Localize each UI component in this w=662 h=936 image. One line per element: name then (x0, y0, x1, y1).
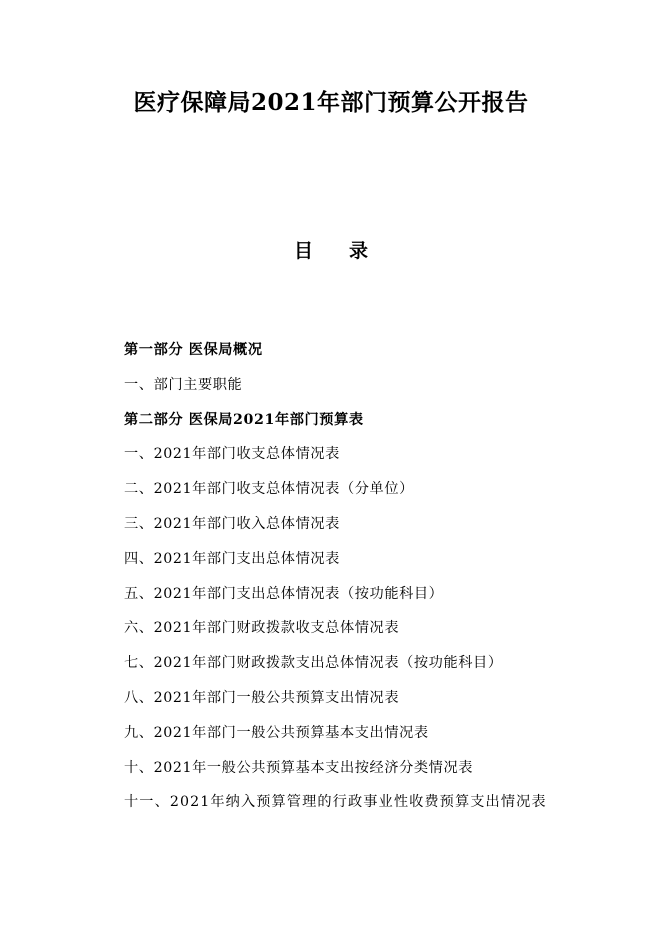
toc-item: 五、2021年部门支出总体情况表（按功能科目） (124, 585, 444, 602)
toc-item: 四、2021年部门支出总体情况表 (124, 550, 340, 567)
toc-item: 一、部门主要职能 (124, 376, 243, 393)
toc-item: 一、2021年部门收支总体情况表 (124, 446, 340, 463)
toc-heading-left: 目 (293, 240, 313, 262)
toc-section-2: 第二部分 医保局2021年部门预算表 (124, 411, 364, 428)
toc-heading (0, 236, 662, 263)
table-of-contents (103, 333, 573, 820)
toc-item: 九、2021年部门一般公共预算基本支出情况表 (124, 724, 429, 741)
toc-item: 二、2021年部门收支总体情况表（分单位） (124, 481, 414, 498)
document-title: 医疗保障局2021年部门预算公开报告 (133, 89, 529, 116)
toc-item: 三、2021年部门收入总体情况表 (124, 515, 340, 532)
toc-section-1: 第一部分 医保局概况 (124, 342, 263, 358)
toc-heading-right: 录 (349, 240, 369, 262)
toc-item: 十、2021年一般公共预算基本支出按经济分类情况表 (124, 759, 474, 776)
toc-item: 六、2021年部门财政拨款收支总体情况表 (124, 620, 400, 637)
toc-item: 十一、2021年纳入预算管理的行政事业性收费预算支出情况表 (124, 794, 547, 811)
toc-item: 八、2021年部门一般公共预算支出情况表 (124, 689, 400, 706)
toc-item: 七、2021年部门财政拨款支出总体情况表（按功能科目） (124, 655, 503, 672)
